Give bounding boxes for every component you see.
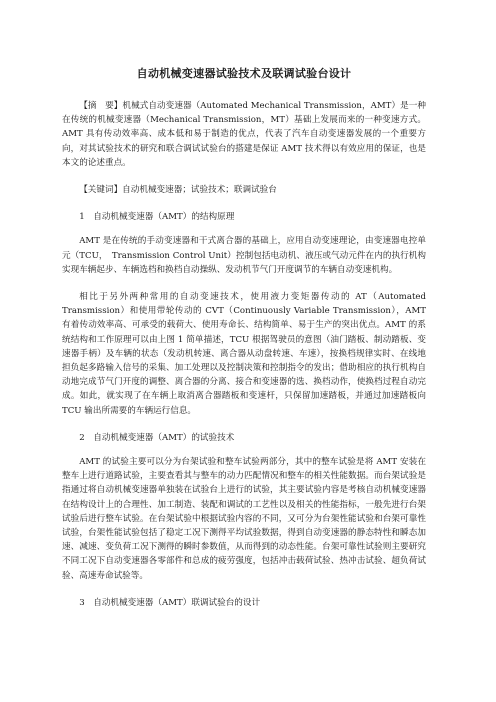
section-1-paragraph-2: 相比于另外两种常用的自动变速技术，使用液力变矩器传动的 AT（Automated Transmission）和使用带轮传动的 CVT（Continuously Variable Transmission），AMT 有着传动效率高、可承受的载荷大、使用寿命长、结构简单、易于生产的突出优点。AMT 的系统结构和工作原理可以由上图 1 简单描述，TCU 根据驾驶员的意图（油门踏板、制动踏板、变速器手柄）及车辆的状态（发动机转速、离合器从动盘转速、车速），按换档规律实时、在线地担负起多路输入信号的采集、加工处理以及控制决策和控制指令的发出；借助相应的执行机构自动地完成节气门开度的调整、离合器的分离、接合和变速器的选、换档动作，使换档过程自动完成。如此，就实现了在车辆上取消离合器踏板和变速杆，只保留加速踏板，并通过加速踏板向 TCU 输出所需要的车辆运行信息。 [62, 292, 426, 416]
section-1-heading: 1 自动机械变速器（AMT）的结构原理 [79, 212, 235, 223]
section-2-paragraph-1: AMT 的试验主要可以分为台架试验和整车试验两部分，其中的整车试验是将 AMT 安装在整车上进行道路试验，主要查看其与整车的动力匹配情况和整车的相关性能数据。而台架试验是指通过将自动机械变速器单独装在试验台上进行的试验，其主要试验内容是考核自动机械变速器在结构设计上的合理性、加工制造、装配和调试的工艺性以及相关的性能指标，一般先进行台架试验后进行整车试验。在台架试验中根据试验内容的不同，又可分为台架性能试验和台架可靠性试验，台架性能试验包括了稳定工况下测得平均试验数据，得到自动变速器的静态特性和瞬态加速、减速、变负荷工况下测得的瞬时参数值，从而得到的动态性能。台架可靠性试验则主要研究不同工况下自动变速器各零部件和总成的疲劳强度，包括冲击载荷试验、热冲击试验、超负荷试验、高速寿命试验等。 [62, 457, 426, 581]
section-1-paragraph-1: AMT 是在传统的手动变速器和干式离合器的基础上，应用自动变速理论，由变速器电控单元（TCU， Transmission Control Unit）控制包括电动机、液压或气动元件在内的执行机构实现车辆起步、车辆选档和换档自动操纵、发动机节气门开度调节的车辆自动变速机构。 [62, 236, 426, 275]
document-title: 自动机械变速器试验技术及联调试验台设计 [136, 67, 352, 80]
keywords-paragraph: 【关键词】自动机械变速器；试验技术；联调试验台 [79, 185, 277, 196]
abstract-paragraph: 【摘 要】机械式自动变速器（Automated Mechanical Transmission，AMT）是一种在传统的机械变速器（Mechanical Transmission，MT）基础上发展而来的一种变速方式。AMT 具有传动效率高、成本低和易于制造的优点，代表了汽车自动变速器发展的一个重要方向，对其试验技术的研究和联合调试试验台的搭建是保证 AMT 技术得以有效应用的保证，也是本文的论述重点。 [62, 101, 426, 168]
section-3-heading: 3 自动机械变速器（AMT）联调试验台的设计 [79, 597, 261, 608]
section-2-heading: 2 自动机械变速器（AMT）的试验技术 [79, 432, 235, 443]
